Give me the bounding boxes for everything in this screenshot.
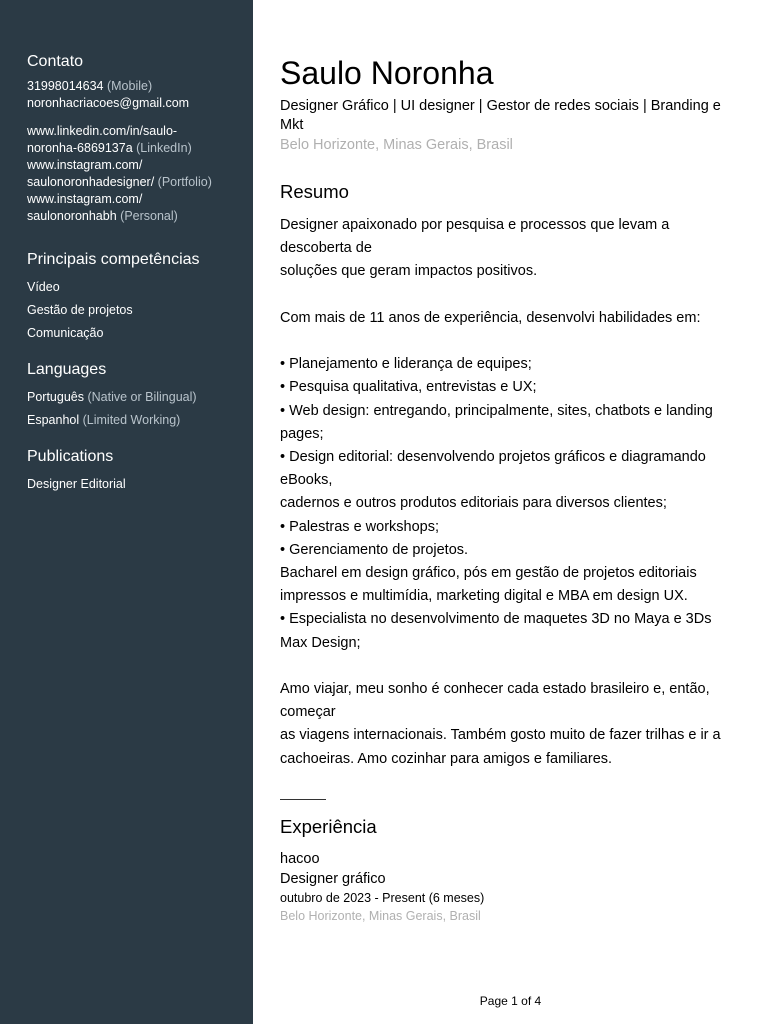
language-level: (Limited Working) (82, 413, 181, 427)
summary-blank-line (280, 655, 748, 678)
contact-heading: Contato (27, 53, 84, 70)
summary-line: soluções que geram impactos positivos. (280, 263, 538, 280)
summary-line: começar (280, 704, 336, 721)
main-content (280, 54, 748, 925)
phone-line (27, 78, 233, 95)
portfolio-url-part1[interactable]: www.instagram.com/ (27, 158, 143, 172)
person-name: Saulo Noronha (280, 55, 494, 91)
languages-section (27, 361, 233, 432)
summary-line: • Web design: entregando, principalmente, sites, chatbots e landing (280, 402, 713, 419)
summary-line: descoberta de (280, 240, 372, 257)
linkedin-label: (LinkedIn) (136, 141, 192, 155)
languages-heading: Languages (27, 361, 107, 378)
skill-item: Gestão de projetos (27, 303, 133, 317)
experience-location: Belo Horizonte, Minas Gerais, Brasil (280, 908, 481, 923)
contact-section (27, 53, 233, 225)
phone-type: (Mobile) (106, 79, 153, 93)
skill-item: Vídeo (27, 280, 60, 294)
summary-body (280, 214, 748, 771)
location: Belo Horizonte, Minas Gerais, Brasil (280, 137, 513, 153)
summary-line: • Palestras e workshops; (280, 518, 440, 535)
summary-line: • Gerenciamento de projetos. (280, 541, 469, 558)
headline-line: Mkt (280, 117, 304, 133)
language-name: Espanhol (27, 413, 80, 427)
summary-line: • Especialista no desenvolvimento de maquetes 3D no Maya e 3Ds (280, 611, 712, 628)
portfolio-url-part2[interactable]: saulonoronhadesigner/ (27, 175, 155, 189)
linkedin-url-part2[interactable]: noronha-6869137a (27, 141, 133, 155)
summary-line: as viagens internacionais. Também gosto muito de fazer trilhas e ir a (280, 727, 721, 744)
skill-item: Comunicação (27, 326, 104, 340)
publication-item: Designer Editorial (27, 477, 126, 491)
summary-line: cachoeiras. Amo cozinhar para amigos e familiares. (280, 750, 613, 767)
phone-number[interactable]: 31998014634 (27, 79, 104, 93)
language-name: Português (27, 390, 84, 404)
summary-blank-line (280, 284, 748, 307)
linkedin-url-part1[interactable]: www.linkedin.com/in/saulo- (27, 124, 178, 138)
language-item (27, 386, 233, 409)
language-level: (Native or Bilingual) (87, 390, 197, 404)
skills-heading: Principais competências (27, 251, 200, 268)
summary-line: • Planejamento e liderança de equipes; (280, 356, 532, 373)
summary-line: Com mais de 11 anos de experiência, desenvolvi habilidades em: (280, 309, 701, 326)
language-item (27, 409, 233, 432)
experience-heading: Experiência (280, 815, 377, 837)
summary-line: Bacharel em design gráfico, pós em gestão de projetos editoriais (280, 565, 697, 582)
summary-line: • Design editorial: desenvolvendo projetos gráficos e diagramando (280, 449, 706, 465)
skills-section (27, 251, 233, 345)
sidebar (0, 0, 253, 1024)
personal-url-part2[interactable]: saulonoronhabh (27, 209, 117, 223)
summary-blank-line (280, 330, 748, 353)
experience-title: Designer gráfico (280, 870, 386, 887)
summary-heading: Resumo (280, 181, 349, 202)
personal-url-part1[interactable]: www.instagram.com/ (27, 192, 143, 206)
summary-line: Max Design; (280, 634, 361, 651)
email-link[interactable]: noronhacriacoes@gmail.com (27, 96, 190, 110)
publications-section (27, 448, 233, 496)
personal-instagram-link[interactable] (27, 191, 233, 225)
experience-dates: outubro de 2023 - Present (6 meses) (280, 890, 485, 905)
summary-line: impressos e multimídia, marketing digital e MBA em design UX. (280, 588, 688, 605)
linkedin-link[interactable] (27, 123, 233, 157)
summary-line: Amo viajar, meu sonho é conhecer cada estado brasileiro e, então, (280, 681, 710, 698)
experience-item (280, 849, 748, 925)
publications-heading: Publications (27, 448, 114, 465)
summary-line: cadernos e outros produtos editoriais para diversos clientes; (280, 495, 667, 512)
page-number: Page 1 of 4 (479, 994, 542, 1008)
experience-company: hacoo (280, 850, 320, 867)
portfolio-link[interactable] (27, 157, 233, 191)
personal-label: (Personal) (120, 209, 178, 223)
summary-line: pages; (280, 425, 324, 442)
portfolio-label: (Portfolio) (157, 175, 212, 189)
summary-line: eBooks, (280, 472, 333, 489)
summary-line: • Pesquisa qualitativa, entrevistas e UX; (280, 379, 537, 396)
headline-line: Designer Gráfico | UI designer | Gestor de redes sociais | Branding e (280, 98, 721, 114)
section-divider (280, 799, 326, 800)
summary-line: Designer apaixonado por pesquisa e processos que levam a (280, 217, 670, 233)
